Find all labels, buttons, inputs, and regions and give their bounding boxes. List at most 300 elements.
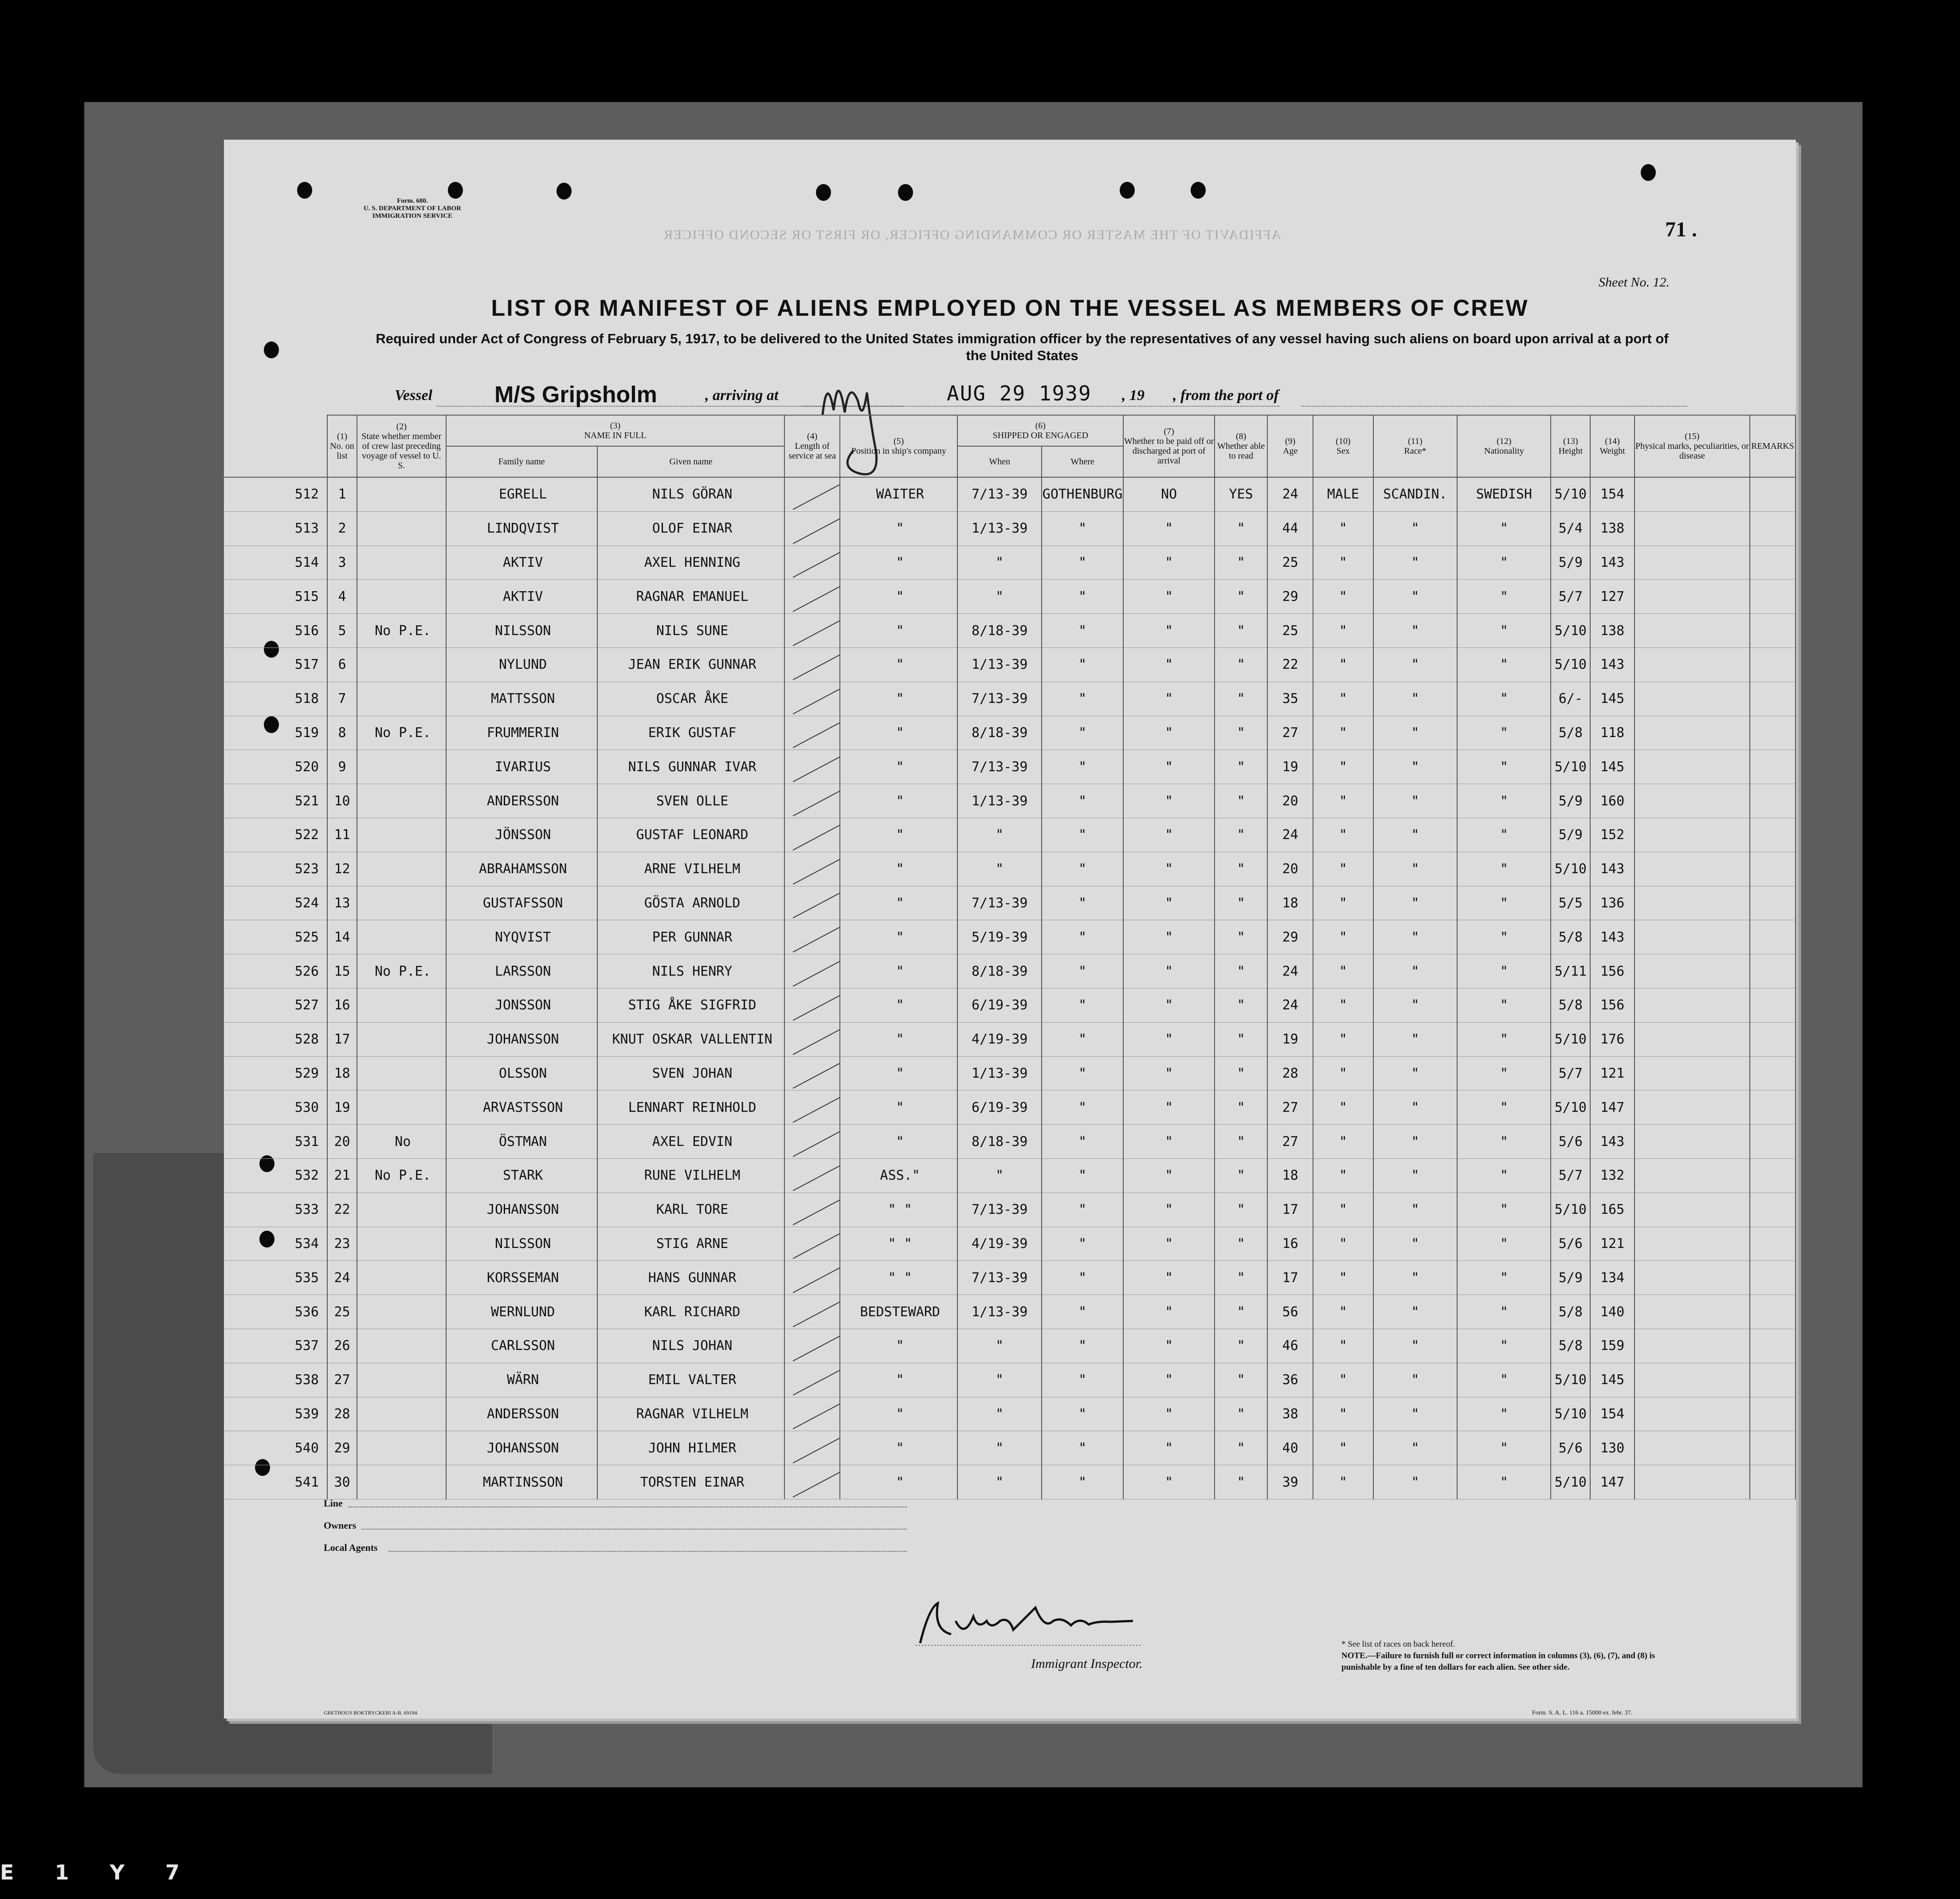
row-race: " (1373, 580, 1458, 614)
col-given-name-header: Given name (597, 446, 785, 477)
row-when: " (957, 545, 1042, 580)
row-weight: 118 (1590, 716, 1635, 750)
footnote: * See list of races on back hereof. NOTE.—Failure to furnish full or correct information in columns (3), (6), (7), and (8) is punishable by a fine of ten dollars for each alien. See other side. (1341, 1640, 1655, 1672)
agents-field-line (388, 1551, 907, 1552)
row-where: " (1042, 1125, 1123, 1159)
row-number: 1 (327, 477, 357, 511)
row-number: 6 (327, 647, 357, 682)
row-height: 5/10 (1551, 750, 1590, 784)
col-nationality-header: (12) Nationality (1457, 415, 1551, 477)
owners-field-line (361, 1529, 907, 1530)
row-race: " (1373, 1431, 1458, 1465)
row-ref-number: 526 (224, 954, 327, 989)
row-family-name: ARVASTSSON (446, 1091, 597, 1125)
row-number: 13 (327, 886, 357, 920)
punch-hole (1641, 164, 1656, 181)
row-race: " (1373, 1056, 1458, 1091)
col-service-header: (4) Length of service at sea (784, 415, 840, 477)
row-ref-number: 530 (224, 1091, 327, 1125)
row-able-to-read: " (1215, 1431, 1267, 1465)
row-where: " (1042, 954, 1123, 989)
row-where: " (1042, 1431, 1123, 1465)
service-tick-mark (793, 1161, 840, 1191)
row-nationality: " (1457, 988, 1551, 1022)
row-remarks (1750, 545, 1795, 580)
row-position: " (840, 784, 957, 818)
row-where: " (1042, 1329, 1123, 1363)
row-when: 1/13-39 (957, 784, 1042, 818)
row-family-name: JONSSON (446, 988, 597, 1022)
row-paid-off: " (1123, 647, 1215, 682)
row-nationality: " (1457, 1465, 1551, 1499)
row-family-name: ANDERSSON (446, 784, 597, 818)
row-age: 29 (1267, 920, 1313, 954)
row-sex: " (1313, 682, 1373, 716)
row-where: " (1042, 511, 1123, 545)
row-given-name: RAGNAR VILHELM (597, 1397, 785, 1431)
row-sex: " (1313, 1158, 1373, 1193)
bleed-through-header: AFFIDAVIT OF THE MASTER OR COMMANDING OFFICER, OR FIRST OR SECOND OFFICER (663, 228, 1282, 242)
row-given-name: NILS JOHAN (597, 1329, 785, 1363)
row-physical-marks (1635, 852, 1750, 886)
row-physical-marks (1635, 545, 1750, 580)
row-height: 5/10 (1551, 852, 1590, 886)
row-where: " (1042, 1261, 1123, 1295)
row-sex: MALE (1313, 477, 1373, 511)
row-number: 29 (327, 1431, 357, 1465)
row-nationality: " (1457, 1158, 1551, 1193)
row-when: " (957, 1158, 1042, 1193)
row-given-name: GUSTAF LEONARD (597, 818, 785, 852)
table-row (224, 1193, 1795, 1227)
service-tick-mark (793, 1331, 840, 1361)
row-able-to-read: " (1215, 1022, 1267, 1056)
row-previous-voyage: No (357, 1125, 446, 1159)
row-physical-marks (1635, 1091, 1750, 1125)
row-when: 1/13-39 (957, 1295, 1042, 1329)
row-able-to-read: " (1215, 1091, 1267, 1125)
row-remarks (1750, 1227, 1795, 1261)
row-height: 5/8 (1551, 1295, 1590, 1329)
row-sex: " (1313, 1091, 1373, 1125)
row-family-name: WERNLUND (446, 1295, 597, 1329)
row-remarks (1750, 920, 1795, 954)
service-tick-mark (793, 855, 840, 884)
row-where: " (1042, 716, 1123, 750)
row-able-to-read: " (1215, 852, 1267, 886)
service-tick-mark (793, 1297, 840, 1327)
row-height: 5/8 (1551, 920, 1590, 954)
from-port-field-line (1301, 406, 1687, 407)
row-weight: 136 (1590, 886, 1635, 920)
row-number: 18 (327, 1056, 357, 1091)
row-paid-off: " (1123, 1261, 1215, 1295)
row-race: " (1373, 1465, 1458, 1499)
row-age: 17 (1267, 1193, 1313, 1227)
table-row (224, 954, 1795, 989)
row-number: 24 (327, 1261, 357, 1295)
page-number: 71 . (1665, 218, 1697, 241)
row-ref-number: 516 (224, 614, 327, 648)
row-ref-number: 540 (224, 1431, 327, 1465)
row-paid-off: " (1123, 716, 1215, 750)
row-paid-off: " (1123, 988, 1215, 1022)
row-service-length (784, 477, 840, 511)
row-paid-off: " (1123, 1431, 1215, 1465)
row-race: " (1373, 920, 1458, 954)
row-physical-marks (1635, 1125, 1750, 1159)
page-subtitle: Required under Act of Congress of February 5, 1917, to be delivered to the United States immigration officer by the representatives of any vessel having such aliens on board upon arrival at a port of the United States (376, 331, 1669, 363)
row-previous-voyage: No P.E. (357, 954, 446, 989)
owners-label: Owners (324, 1520, 357, 1531)
row-remarks (1750, 1431, 1795, 1465)
form-heading: Form. 680. U. S. DEPARTMENT OF LABOR IMMIGRATION SERVICE (363, 197, 462, 220)
row-nationality: " (1457, 1227, 1551, 1261)
row-paid-off: " (1123, 920, 1215, 954)
row-age: 22 (1267, 647, 1313, 682)
row-able-to-read: " (1215, 1261, 1267, 1295)
row-remarks (1750, 614, 1795, 648)
row-number: 12 (327, 852, 357, 886)
row-race: " (1373, 614, 1458, 648)
row-ref-number: 535 (224, 1261, 327, 1295)
row-nationality: " (1457, 1193, 1551, 1227)
frame-mark: E 1 Y 7 (0, 1860, 196, 1884)
row-remarks (1750, 1329, 1795, 1363)
row-nationality: " (1457, 1397, 1551, 1431)
row-given-name: SVEN OLLE (597, 784, 785, 818)
row-given-name: NILS HENRY (597, 954, 785, 989)
row-age: 36 (1267, 1363, 1313, 1397)
row-where: " (1042, 647, 1123, 682)
row-number: 17 (327, 1022, 357, 1056)
row-paid-off: " (1123, 580, 1215, 614)
row-previous-voyage (357, 477, 446, 511)
row-previous-voyage (357, 511, 446, 545)
row-race: SCANDIN. (1373, 477, 1458, 511)
row-height: 5/8 (1551, 988, 1590, 1022)
row-nationality: " (1457, 750, 1551, 784)
row-when: " (957, 1431, 1042, 1465)
row-weight: 147 (1590, 1091, 1635, 1125)
row-age: 24 (1267, 954, 1313, 989)
row-sex: " (1313, 1431, 1373, 1465)
row-age: 29 (1267, 580, 1313, 614)
row-service-length (784, 1158, 840, 1193)
row-family-name: AKTIV (446, 545, 597, 580)
row-number: 7 (327, 682, 357, 716)
row-remarks (1750, 886, 1795, 920)
row-previous-voyage: No P.E. (357, 614, 446, 648)
row-family-name: KORSSEMAN (446, 1261, 597, 1295)
row-paid-off: " (1123, 886, 1215, 920)
row-paid-off: " (1123, 682, 1215, 716)
row-sex: " (1313, 852, 1373, 886)
row-height: 5/9 (1551, 1261, 1590, 1295)
row-given-name: NILS GÖRAN (597, 477, 785, 511)
row-position: " (840, 1397, 957, 1431)
row-physical-marks (1635, 750, 1750, 784)
row-number: 19 (327, 1091, 357, 1125)
row-given-name: NILS SUNE (597, 614, 785, 648)
row-position: " (840, 1465, 957, 1499)
table-row (224, 477, 1795, 511)
table-row (224, 545, 1795, 580)
row-nationality: " (1457, 682, 1551, 716)
row-weight: 145 (1590, 682, 1635, 716)
row-able-to-read: " (1215, 1363, 1267, 1397)
row-position: " (840, 1056, 957, 1091)
row-when: 7/13-39 (957, 750, 1042, 784)
service-tick-mark (793, 1229, 840, 1259)
punch-hole (1120, 182, 1135, 199)
row-position: " (840, 852, 957, 886)
row-weight: 147 (1590, 1465, 1635, 1499)
row-given-name: STIG ÅKE SIGFRID (597, 988, 785, 1022)
col-weight-header: (14) Weight (1590, 415, 1635, 477)
service-tick-mark (793, 650, 840, 680)
col-paid-off-header: (7) Whether to be paid off or discharged at port of arrival (1123, 415, 1215, 477)
row-ref-number: 529 (224, 1056, 327, 1091)
row-when: 7/13-39 (957, 1261, 1042, 1295)
table-row (224, 1091, 1795, 1125)
row-given-name: PER GUNNAR (597, 920, 785, 954)
local-agents-label: Local Agents (324, 1542, 378, 1553)
row-remarks (1750, 1363, 1795, 1397)
row-when: 8/18-39 (957, 954, 1042, 989)
row-where: " (1042, 988, 1123, 1022)
table-row (224, 1397, 1795, 1431)
row-weight: 176 (1590, 1022, 1635, 1056)
row-when: 8/18-39 (957, 1125, 1042, 1159)
row-family-name: IVARIUS (446, 750, 597, 784)
row-given-name: GÖSTA ARNOLD (597, 886, 785, 920)
row-physical-marks (1635, 886, 1750, 920)
row-remarks (1750, 1261, 1795, 1295)
table-row (224, 647, 1795, 682)
row-age: 40 (1267, 1431, 1313, 1465)
row-ref-number: 522 (224, 818, 327, 852)
row-physical-marks (1635, 1465, 1750, 1499)
row-weight: 140 (1590, 1295, 1635, 1329)
row-physical-marks (1635, 1397, 1750, 1431)
row-race: " (1373, 682, 1458, 716)
row-paid-off: " (1123, 1022, 1215, 1056)
row-age: 35 (1267, 682, 1313, 716)
sheet-number: Sheet No. 12. (1599, 275, 1670, 290)
row-where: " (1042, 682, 1123, 716)
row-paid-off: " (1123, 1158, 1215, 1193)
row-when: 1/13-39 (957, 511, 1042, 545)
row-weight: 156 (1590, 954, 1635, 989)
punch-hole (816, 184, 831, 201)
row-family-name: JOHANSSON (446, 1193, 597, 1227)
table-row (224, 750, 1795, 784)
row-able-to-read: " (1215, 1125, 1267, 1159)
row-where: " (1042, 1022, 1123, 1056)
row-nationality: " (1457, 852, 1551, 886)
service-tick-mark (793, 548, 840, 578)
table-row (224, 1158, 1795, 1193)
punch-hole (448, 182, 463, 199)
row-nationality: " (1457, 1363, 1551, 1397)
row-position: BEDSTEWARD (840, 1295, 957, 1329)
row-weight: 138 (1590, 511, 1635, 545)
row-previous-voyage (357, 988, 446, 1022)
row-given-name: TORSTEN EINAR (597, 1465, 785, 1499)
row-service-length (784, 1431, 840, 1465)
row-previous-voyage (357, 1022, 446, 1056)
row-race: " (1373, 886, 1458, 920)
row-race: " (1373, 818, 1458, 852)
row-given-name: RAGNAR EMANUEL (597, 580, 785, 614)
row-given-name: JOHN HILMER (597, 1431, 785, 1465)
row-given-name: LENNART REINHOLD (597, 1091, 785, 1125)
row-paid-off: " (1123, 1295, 1215, 1329)
row-weight: 145 (1590, 1363, 1635, 1397)
row-race: " (1373, 1193, 1458, 1227)
row-height: 5/8 (1551, 1329, 1590, 1363)
row-able-to-read: YES (1215, 477, 1267, 511)
row-weight: 143 (1590, 545, 1635, 580)
vessel-label: Vessel (395, 387, 432, 404)
service-tick-mark (793, 820, 840, 850)
row-sex: " (1313, 818, 1373, 852)
row-previous-voyage (357, 1193, 446, 1227)
table-row (224, 818, 1795, 852)
row-physical-marks (1635, 682, 1750, 716)
row-when: 4/19-39 (957, 1022, 1042, 1056)
row-where: " (1042, 784, 1123, 818)
row-age: 24 (1267, 818, 1313, 852)
printer-imprint: GRETHOUS BOKTRYCKERI A-B. 69194 (324, 1710, 417, 1716)
punch-hole (297, 182, 312, 199)
manifest-sheet (224, 140, 1796, 1719)
row-service-length (784, 1295, 840, 1329)
table-row (224, 1431, 1795, 1465)
row-physical-marks (1635, 1193, 1750, 1227)
row-able-to-read: " (1215, 1397, 1267, 1431)
table-row (224, 716, 1795, 750)
row-position: " (840, 511, 957, 545)
row-when: " (957, 1465, 1042, 1499)
row-race: " (1373, 784, 1458, 818)
row-sex: " (1313, 1363, 1373, 1397)
row-paid-off: " (1123, 750, 1215, 784)
arriving-label: , arriving at (705, 387, 779, 404)
col-height-header: (13) Height (1551, 415, 1590, 477)
row-physical-marks (1635, 1363, 1750, 1397)
row-physical-marks (1635, 784, 1750, 818)
row-able-to-read: " (1215, 1329, 1267, 1363)
col-age-header: (9) Age (1267, 415, 1313, 477)
service-tick-mark (793, 1059, 840, 1089)
row-previous-voyage (357, 1091, 446, 1125)
row-nationality: " (1457, 545, 1551, 580)
row-nationality: " (1457, 1125, 1551, 1159)
row-weight: 132 (1590, 1158, 1635, 1193)
row-age: 27 (1267, 1091, 1313, 1125)
row-when: 8/18-39 (957, 716, 1042, 750)
row-previous-voyage (357, 920, 446, 954)
row-previous-voyage: No P.E. (357, 1158, 446, 1193)
row-height: 5/10 (1551, 477, 1590, 511)
row-height: 5/9 (1551, 818, 1590, 852)
row-when: 5/19-39 (957, 920, 1042, 954)
row-nationality: " (1457, 1295, 1551, 1329)
row-able-to-read: " (1215, 716, 1267, 750)
row-physical-marks (1635, 511, 1750, 545)
row-ref-number: 534 (224, 1227, 327, 1261)
row-number: 20 (327, 1125, 357, 1159)
row-able-to-read: " (1215, 511, 1267, 545)
row-given-name: SVEN JOHAN (597, 1056, 785, 1091)
row-paid-off: " (1123, 1125, 1215, 1159)
table-row (224, 1056, 1795, 1091)
row-when: 8/18-39 (957, 614, 1042, 648)
row-able-to-read: " (1215, 886, 1267, 920)
row-height: 5/10 (1551, 1363, 1590, 1397)
row-where: " (1042, 1056, 1123, 1091)
row-nationality: " (1457, 784, 1551, 818)
row-position: " (840, 1091, 957, 1125)
row-weight: 143 (1590, 852, 1635, 886)
row-ref-number: 521 (224, 784, 327, 818)
row-ref-number: 512 (224, 477, 327, 511)
row-able-to-read: " (1215, 784, 1267, 818)
row-number: 23 (327, 1227, 357, 1261)
table-row (224, 580, 1795, 614)
col-previous-voyage-header: (2) State whether member of crew last preceding voyage of vessel to U. S. (357, 415, 446, 477)
row-family-name: EGRELL (446, 477, 597, 511)
row-height: 5/9 (1551, 545, 1590, 580)
row-weight: 145 (1590, 750, 1635, 784)
row-family-name: STARK (446, 1158, 597, 1193)
row-position: " (840, 1022, 957, 1056)
row-previous-voyage (357, 750, 446, 784)
row-able-to-read: " (1215, 1295, 1267, 1329)
row-family-name: LINDQVIST (446, 511, 597, 545)
row-physical-marks (1635, 1261, 1750, 1295)
row-paid-off: " (1123, 545, 1215, 580)
row-when: 7/13-39 (957, 477, 1042, 511)
row-when: 4/19-39 (957, 1227, 1042, 1261)
row-sex: " (1313, 1227, 1373, 1261)
row-position: WAITER (840, 477, 957, 511)
row-service-length (784, 1329, 840, 1363)
row-paid-off: " (1123, 784, 1215, 818)
row-height: 5/10 (1551, 1091, 1590, 1125)
row-family-name: NYLUND (446, 647, 597, 682)
row-able-to-read: " (1215, 1465, 1267, 1499)
table-row (224, 784, 1795, 818)
row-sex: " (1313, 886, 1373, 920)
row-ref-number: 532 (224, 1158, 327, 1193)
row-race: " (1373, 1022, 1458, 1056)
row-paid-off: " (1123, 1363, 1215, 1397)
row-where: " (1042, 580, 1123, 614)
row-weight: 156 (1590, 988, 1635, 1022)
row-paid-off: " (1123, 1227, 1215, 1261)
row-position: " (840, 988, 957, 1022)
row-where: " (1042, 818, 1123, 852)
table-row (224, 852, 1795, 886)
row-when: " (957, 580, 1042, 614)
service-tick-mark (793, 480, 840, 510)
row-paid-off: " (1123, 1397, 1215, 1431)
row-remarks (1750, 1091, 1795, 1125)
row-service-length (784, 1363, 840, 1397)
